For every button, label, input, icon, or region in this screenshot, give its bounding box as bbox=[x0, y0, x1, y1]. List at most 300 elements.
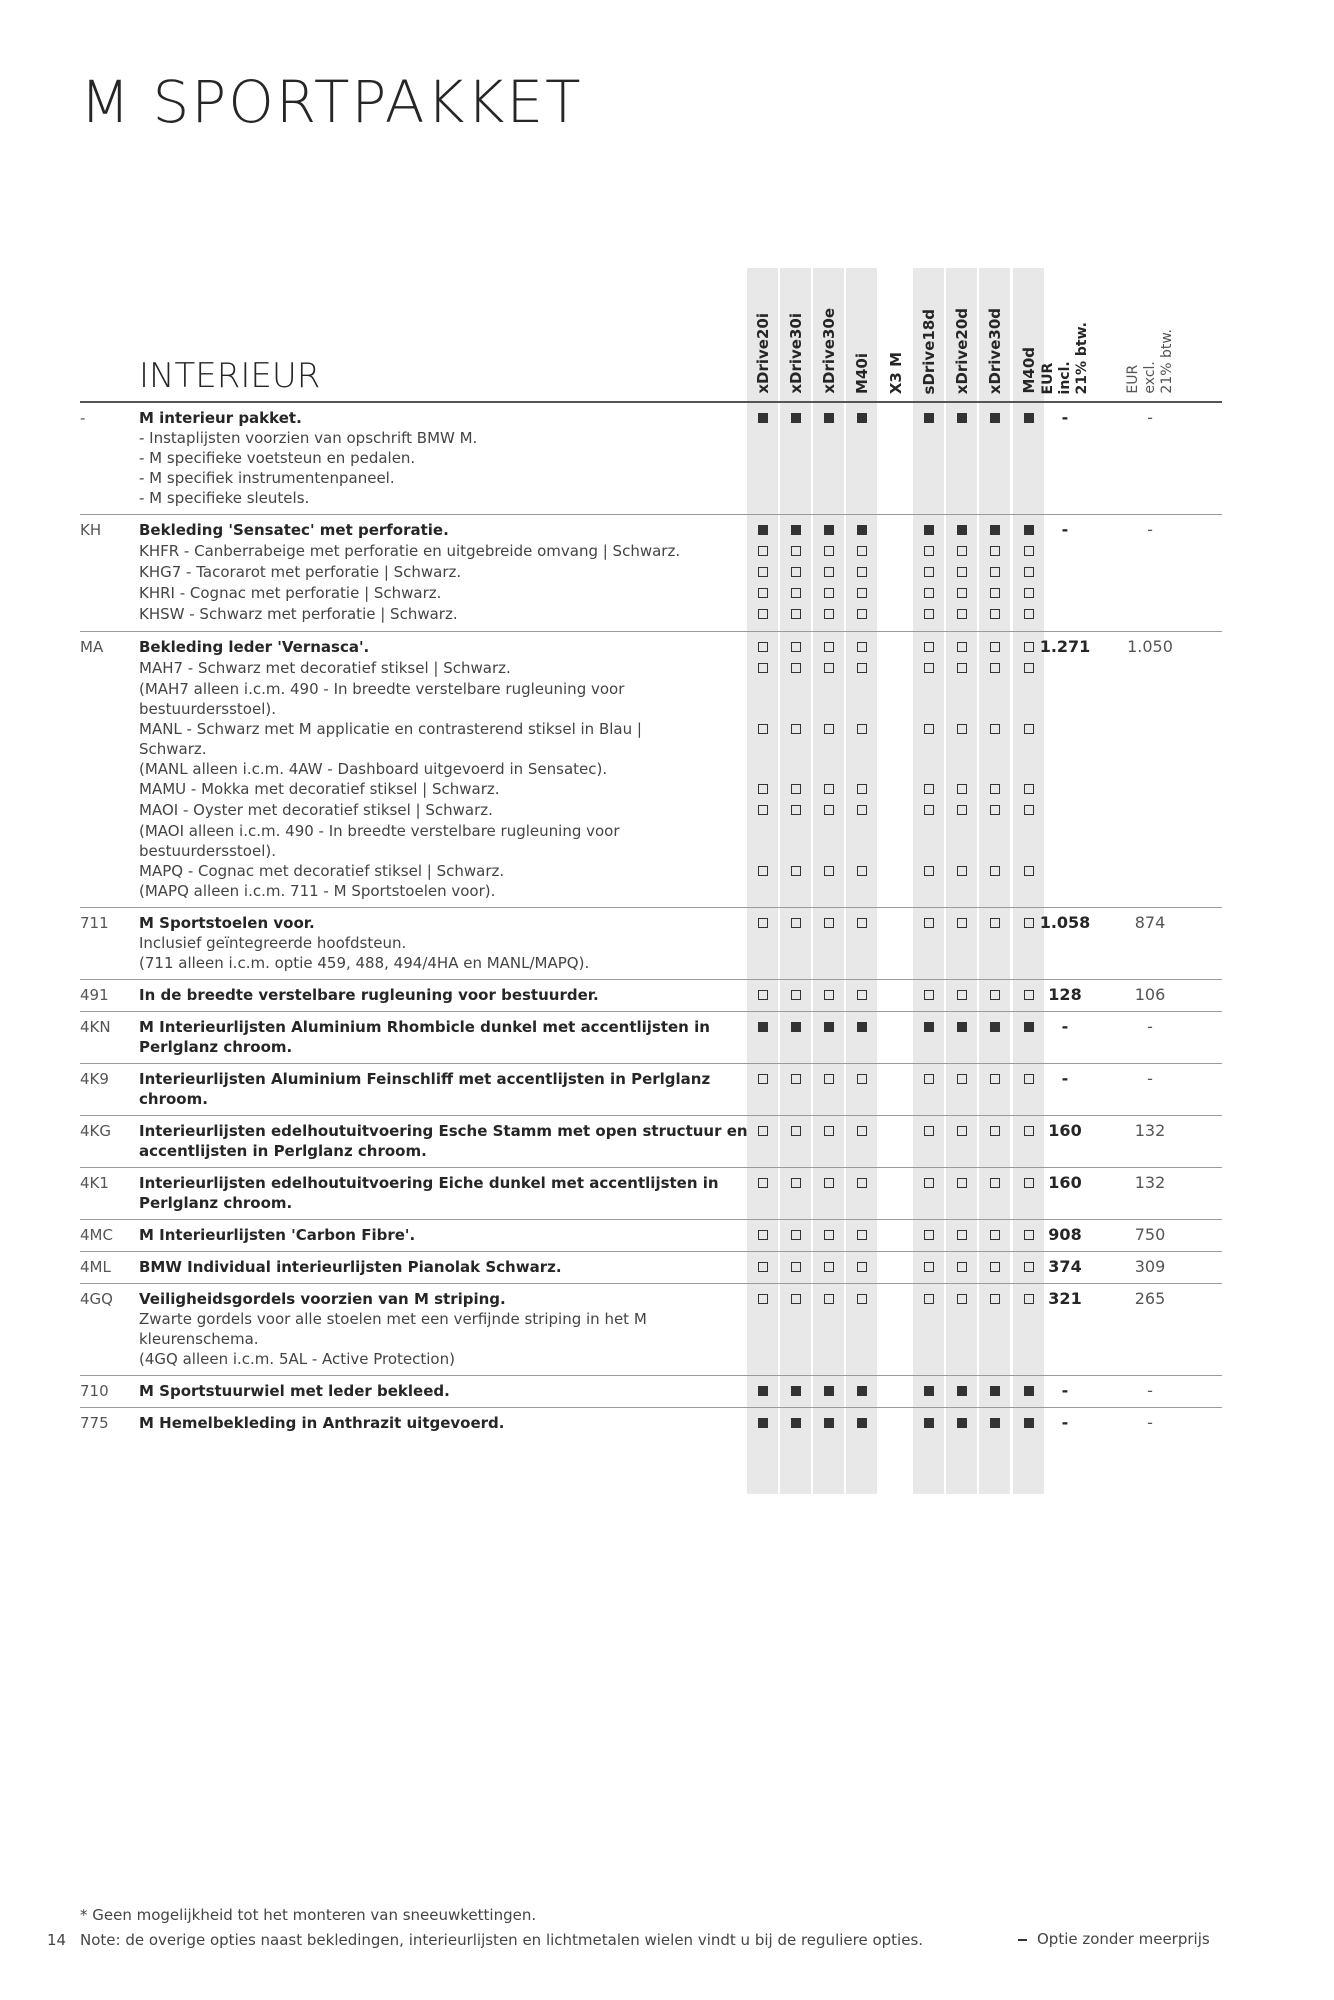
optional-square-icon bbox=[924, 866, 934, 876]
option-line bbox=[80, 1349, 1222, 1369]
column-header-label: xDrive30e bbox=[819, 308, 838, 394]
option-line bbox=[80, 637, 1222, 658]
option-code: 4MC bbox=[80, 1226, 113, 1244]
option-code: 4KG bbox=[80, 1122, 112, 1140]
column-header-x3-m bbox=[880, 268, 911, 394]
optional-square-icon bbox=[857, 588, 867, 598]
optional-square-icon bbox=[758, 642, 768, 652]
optional-square-icon bbox=[957, 1262, 967, 1272]
option-line bbox=[80, 1173, 1222, 1193]
option-row bbox=[80, 1220, 1222, 1252]
standard-square-icon bbox=[758, 413, 768, 423]
column-header-m40i bbox=[846, 268, 877, 394]
optional-square-icon bbox=[857, 663, 867, 673]
option-description: - M specifieke voetsteun en pedalen. bbox=[139, 449, 416, 467]
optional-square-icon bbox=[924, 805, 934, 815]
legend-label: Optie zonder meerprijs bbox=[1037, 1930, 1210, 1948]
optional-square-icon bbox=[1024, 546, 1034, 556]
optional-square-icon bbox=[824, 567, 834, 577]
option-title: Interieurlijsten edelhoutuitvoering Esche Stamm met open structuur en bbox=[139, 1122, 748, 1140]
option-row bbox=[80, 1376, 1222, 1408]
optional-square-icon bbox=[957, 1074, 967, 1084]
optional-square-icon bbox=[857, 546, 867, 556]
optional-square-icon bbox=[924, 918, 934, 928]
option-line bbox=[80, 699, 1222, 719]
optional-square-icon bbox=[990, 866, 1000, 876]
optional-square-icon bbox=[824, 1126, 834, 1136]
option-title: BMW Individual interieurlijsten Pianolak Schwarz. bbox=[139, 1258, 562, 1276]
optional-square-icon bbox=[924, 546, 934, 556]
options-table bbox=[80, 403, 1222, 1439]
optional-square-icon bbox=[857, 918, 867, 928]
price-excl-header bbox=[1115, 268, 1185, 394]
option-code: 491 bbox=[80, 986, 109, 1004]
standard-square-icon bbox=[824, 1418, 834, 1428]
option-row bbox=[80, 1012, 1222, 1064]
price-incl-vat: 321 bbox=[1048, 1289, 1082, 1308]
optional-square-icon bbox=[857, 1230, 867, 1240]
optional-square-icon bbox=[791, 724, 801, 734]
option-description: - M specifiek instrumentenpaneel. bbox=[139, 469, 395, 487]
optional-square-icon bbox=[924, 1178, 934, 1188]
price-incl-vat: - bbox=[1061, 1413, 1069, 1432]
option-title: Interieurlijsten Aluminium Feinschliff met accentlijsten in Perlglanz bbox=[139, 1070, 711, 1088]
option-description: KHFR - Canberrabeige met perforatie en uitgebreide omvang | Schwarz. bbox=[139, 542, 681, 560]
option-code: 775 bbox=[80, 1414, 109, 1432]
optional-square-icon bbox=[758, 567, 768, 577]
optional-square-icon bbox=[824, 642, 834, 652]
standard-square-icon bbox=[957, 1022, 967, 1032]
optional-square-icon bbox=[924, 1126, 934, 1136]
optional-square-icon bbox=[990, 724, 1000, 734]
option-line bbox=[80, 821, 1222, 841]
price-incl-vat: 160 bbox=[1048, 1173, 1082, 1192]
optional-square-icon bbox=[791, 784, 801, 794]
optional-square-icon bbox=[1024, 805, 1034, 815]
optional-square-icon bbox=[990, 990, 1000, 1000]
option-line bbox=[80, 448, 1222, 468]
column-header-label: xDrive30i bbox=[786, 313, 805, 394]
optional-square-icon bbox=[924, 567, 934, 577]
optional-square-icon bbox=[957, 546, 967, 556]
page-title: M SPORTPAKKET bbox=[80, 68, 583, 136]
optional-square-icon bbox=[957, 1126, 967, 1136]
optional-square-icon bbox=[824, 784, 834, 794]
optional-square-icon bbox=[1024, 663, 1034, 673]
option-line bbox=[80, 1309, 1222, 1329]
optional-square-icon bbox=[791, 567, 801, 577]
option-line bbox=[80, 1225, 1222, 1245]
price-incl-vat: 1.058 bbox=[1039, 913, 1091, 932]
optional-square-icon bbox=[990, 1178, 1000, 1188]
price-excl-vat: 309 bbox=[1134, 1257, 1166, 1276]
option-title: Bekleding leder 'Vernasca'. bbox=[139, 638, 370, 656]
optional-square-icon bbox=[957, 866, 967, 876]
optional-square-icon bbox=[957, 1294, 967, 1304]
option-description: MAOI - Oyster met decoratief stiksel | Schwarz. bbox=[139, 801, 493, 819]
option-description: (MANL alleen i.c.m. 4AW - Dashboard uitgevoerd in Sensatec). bbox=[139, 760, 608, 778]
column-header-xdrive30d bbox=[979, 268, 1010, 394]
price-excl-vat: 106 bbox=[1134, 985, 1166, 1004]
price-incl-vat: 1.271 bbox=[1039, 637, 1091, 656]
standard-square-icon bbox=[758, 1386, 768, 1396]
optional-square-icon bbox=[758, 724, 768, 734]
option-line bbox=[80, 562, 1222, 583]
option-title: M Hemelbekleding in Anthrazit uitgevoerd. bbox=[139, 1414, 505, 1432]
optional-square-icon bbox=[824, 990, 834, 1000]
standard-square-icon bbox=[924, 1418, 934, 1428]
option-code: KH bbox=[80, 521, 102, 539]
option-line bbox=[80, 428, 1222, 448]
optional-square-icon bbox=[1024, 588, 1034, 598]
option-title: Interieurlijsten edelhoutuitvoering Eiche dunkel met accentlijsten in bbox=[139, 1174, 719, 1192]
price-incl-vat: 128 bbox=[1048, 985, 1082, 1004]
optional-square-icon bbox=[791, 609, 801, 619]
option-code: MA bbox=[80, 638, 104, 656]
column-header-label: xDrive20i bbox=[753, 313, 772, 394]
option-line bbox=[80, 719, 1222, 739]
option-description: MAPQ - Cognac met decoratief stiksel | Schwarz. bbox=[139, 862, 505, 880]
option-line bbox=[80, 1089, 1222, 1109]
optional-square-icon bbox=[824, 724, 834, 734]
option-line bbox=[80, 800, 1222, 821]
optional-square-icon bbox=[990, 1262, 1000, 1272]
option-title: M Interieurlijsten Aluminium Rhombicle dunkel met accentlijsten in bbox=[139, 1018, 710, 1036]
price-incl-header-label: EUR incl. 21% btw. bbox=[1039, 321, 1090, 394]
column-header-label: X3 M bbox=[886, 351, 905, 394]
optional-square-icon bbox=[758, 805, 768, 815]
optional-square-icon bbox=[857, 1178, 867, 1188]
price-excl-vat: - bbox=[1147, 520, 1153, 539]
table-header bbox=[80, 268, 1222, 402]
option-description: (MAOI alleen i.c.m. 490 - In breedte verstelbare rugleuning voor bbox=[139, 822, 620, 840]
optional-square-icon bbox=[824, 588, 834, 598]
option-line bbox=[80, 1121, 1222, 1141]
price-incl-vat: 160 bbox=[1048, 1121, 1082, 1140]
optional-square-icon bbox=[824, 546, 834, 556]
standard-square-icon bbox=[824, 1386, 834, 1396]
option-line bbox=[80, 1193, 1222, 1213]
option-description: KHRI - Cognac met perforatie | Schwarz. bbox=[139, 584, 442, 602]
optional-square-icon bbox=[1024, 567, 1034, 577]
option-line bbox=[80, 739, 1222, 759]
optional-square-icon bbox=[924, 1074, 934, 1084]
option-row bbox=[80, 1116, 1222, 1168]
optional-square-icon bbox=[1024, 609, 1034, 619]
optional-square-icon bbox=[791, 663, 801, 673]
option-line bbox=[80, 1413, 1222, 1433]
option-line bbox=[80, 583, 1222, 604]
option-title: accentlijsten in Perlglanz chroom. bbox=[139, 1142, 427, 1160]
standard-square-icon bbox=[990, 1022, 1000, 1032]
optional-square-icon bbox=[924, 642, 934, 652]
option-code: - bbox=[80, 409, 86, 427]
optional-square-icon bbox=[791, 1294, 801, 1304]
price-excl-vat: - bbox=[1147, 1017, 1153, 1036]
optional-square-icon bbox=[990, 546, 1000, 556]
option-title: M Interieurlijsten 'Carbon Fibre'. bbox=[139, 1226, 416, 1244]
optional-square-icon bbox=[791, 546, 801, 556]
price-excl-vat: - bbox=[1147, 1381, 1153, 1400]
standard-square-icon bbox=[791, 1386, 801, 1396]
optional-square-icon bbox=[957, 990, 967, 1000]
standard-square-icon bbox=[857, 1022, 867, 1032]
price-excl-vat: 874 bbox=[1134, 913, 1166, 932]
option-line bbox=[80, 541, 1222, 562]
dash-icon bbox=[1018, 1939, 1027, 1941]
optional-square-icon bbox=[857, 805, 867, 815]
optional-square-icon bbox=[957, 642, 967, 652]
standard-square-icon bbox=[957, 1386, 967, 1396]
standard-square-icon bbox=[758, 525, 768, 535]
option-description: - Instaplijsten voorzien van opschrift BMW M. bbox=[139, 429, 478, 447]
optional-square-icon bbox=[758, 609, 768, 619]
optional-square-icon bbox=[857, 642, 867, 652]
optional-square-icon bbox=[791, 1178, 801, 1188]
optional-square-icon bbox=[758, 1294, 768, 1304]
option-line bbox=[80, 1141, 1222, 1161]
optional-square-icon bbox=[791, 1126, 801, 1136]
option-line bbox=[80, 520, 1222, 541]
optional-square-icon bbox=[758, 1126, 768, 1136]
option-line bbox=[80, 881, 1222, 901]
optional-square-icon bbox=[791, 990, 801, 1000]
optional-square-icon bbox=[824, 1262, 834, 1272]
optional-square-icon bbox=[957, 805, 967, 815]
standard-square-icon bbox=[924, 525, 934, 535]
option-row bbox=[80, 908, 1222, 980]
option-line bbox=[80, 779, 1222, 800]
column-header-xdrive20i bbox=[747, 268, 778, 394]
option-title: Perlglanz chroom. bbox=[139, 1194, 293, 1212]
standard-square-icon bbox=[957, 1418, 967, 1428]
optional-square-icon bbox=[857, 724, 867, 734]
standard-square-icon bbox=[990, 1418, 1000, 1428]
optional-square-icon bbox=[990, 609, 1000, 619]
option-line bbox=[80, 658, 1222, 679]
optional-square-icon bbox=[857, 1126, 867, 1136]
standard-square-icon bbox=[857, 1418, 867, 1428]
optional-square-icon bbox=[924, 1230, 934, 1240]
option-row bbox=[80, 403, 1222, 515]
option-title: Veiligheidsgordels voorzien van M striping. bbox=[139, 1290, 506, 1308]
option-line bbox=[80, 985, 1222, 1005]
optional-square-icon bbox=[857, 1294, 867, 1304]
price-incl-vat: 908 bbox=[1048, 1225, 1082, 1244]
optional-square-icon bbox=[791, 805, 801, 815]
optional-square-icon bbox=[957, 918, 967, 928]
optional-square-icon bbox=[990, 567, 1000, 577]
optional-square-icon bbox=[758, 546, 768, 556]
optional-square-icon bbox=[824, 918, 834, 928]
page-number: 14 bbox=[47, 1931, 67, 1949]
column-header-label: xDrive20d bbox=[952, 307, 971, 394]
standard-square-icon bbox=[758, 1022, 768, 1032]
standard-square-icon bbox=[990, 413, 1000, 423]
optional-square-icon bbox=[924, 724, 934, 734]
optional-square-icon bbox=[824, 1074, 834, 1084]
price-excl-vat: - bbox=[1147, 1069, 1153, 1088]
optional-square-icon bbox=[857, 1074, 867, 1084]
standard-square-icon bbox=[791, 413, 801, 423]
price-incl-vat: - bbox=[1061, 1069, 1069, 1088]
price-excl-vat: - bbox=[1147, 408, 1153, 427]
optional-square-icon bbox=[957, 567, 967, 577]
option-line bbox=[80, 604, 1222, 625]
standard-square-icon bbox=[758, 1418, 768, 1428]
optional-square-icon bbox=[990, 918, 1000, 928]
standard-square-icon bbox=[957, 525, 967, 535]
standard-square-icon bbox=[857, 525, 867, 535]
option-line bbox=[80, 953, 1222, 973]
optional-square-icon bbox=[990, 805, 1000, 815]
price-excl-vat: 265 bbox=[1134, 1289, 1166, 1308]
option-title: Perlglanz chroom. bbox=[139, 1038, 293, 1056]
option-code: 4K1 bbox=[80, 1174, 109, 1192]
price-excl-header-label: EUR excl. 21% btw. bbox=[1124, 329, 1175, 394]
standard-square-icon bbox=[857, 1386, 867, 1396]
optional-square-icon bbox=[791, 1230, 801, 1240]
standard-square-icon bbox=[791, 1418, 801, 1428]
optional-square-icon bbox=[924, 990, 934, 1000]
option-line bbox=[80, 1289, 1222, 1309]
option-line bbox=[80, 841, 1222, 861]
option-row bbox=[80, 515, 1222, 632]
optional-square-icon bbox=[758, 1262, 768, 1272]
optional-square-icon bbox=[924, 663, 934, 673]
option-row bbox=[80, 1408, 1222, 1439]
optional-square-icon bbox=[791, 866, 801, 876]
standard-square-icon bbox=[957, 413, 967, 423]
column-header-xdrive20d bbox=[946, 268, 977, 394]
column-header-label: M40i bbox=[852, 353, 871, 394]
optional-square-icon bbox=[824, 1294, 834, 1304]
standard-square-icon bbox=[791, 1022, 801, 1032]
option-line bbox=[80, 1329, 1222, 1349]
optional-square-icon bbox=[857, 866, 867, 876]
option-code: 711 bbox=[80, 914, 109, 932]
option-description: kleurenschema. bbox=[139, 1330, 259, 1348]
price-incl-vat: 374 bbox=[1048, 1257, 1082, 1276]
optional-square-icon bbox=[990, 1294, 1000, 1304]
optional-square-icon bbox=[758, 990, 768, 1000]
option-code: 4K9 bbox=[80, 1070, 109, 1088]
section-title: INTERIEUR bbox=[139, 356, 321, 396]
optional-square-icon bbox=[990, 784, 1000, 794]
option-row bbox=[80, 1284, 1222, 1376]
option-title: M Sportstoelen voor. bbox=[139, 914, 315, 932]
option-description: KHSW - Schwarz met perforatie | Schwarz. bbox=[139, 605, 458, 623]
optional-square-icon bbox=[990, 1126, 1000, 1136]
option-title: In de breedte verstelbare rugleuning voor bestuurder. bbox=[139, 986, 599, 1004]
standard-square-icon bbox=[824, 1022, 834, 1032]
option-description: Schwarz. bbox=[139, 740, 207, 758]
optional-square-icon bbox=[957, 784, 967, 794]
option-code: 4KN bbox=[80, 1018, 111, 1036]
option-row bbox=[80, 1252, 1222, 1284]
optional-square-icon bbox=[957, 588, 967, 598]
option-description: (4GQ alleen i.c.m. 5AL - Active Protection) bbox=[139, 1350, 455, 1368]
price-incl-vat: - bbox=[1061, 520, 1069, 539]
optional-square-icon bbox=[924, 784, 934, 794]
optional-square-icon bbox=[758, 784, 768, 794]
standard-square-icon bbox=[924, 1386, 934, 1396]
optional-square-icon bbox=[957, 724, 967, 734]
optional-square-icon bbox=[791, 642, 801, 652]
optional-square-icon bbox=[857, 784, 867, 794]
option-row bbox=[80, 1168, 1222, 1220]
optional-square-icon bbox=[758, 918, 768, 928]
option-line bbox=[80, 1257, 1222, 1277]
optional-square-icon bbox=[857, 609, 867, 619]
optional-square-icon bbox=[1024, 724, 1034, 734]
optional-square-icon bbox=[990, 1230, 1000, 1240]
option-line bbox=[80, 488, 1222, 508]
optional-square-icon bbox=[990, 588, 1000, 598]
price-incl-vat: - bbox=[1061, 1381, 1069, 1400]
option-description: MAH7 - Schwarz met decoratief stiksel | Schwarz. bbox=[139, 659, 511, 677]
optional-square-icon bbox=[990, 663, 1000, 673]
column-header-label: M40d bbox=[1019, 347, 1038, 394]
column-header-label: sDrive18d bbox=[919, 308, 938, 394]
option-line bbox=[80, 468, 1222, 488]
standard-square-icon bbox=[791, 525, 801, 535]
optional-square-icon bbox=[857, 567, 867, 577]
standard-square-icon bbox=[924, 413, 934, 423]
optional-square-icon bbox=[924, 588, 934, 598]
option-title: chroom. bbox=[139, 1090, 208, 1108]
option-row bbox=[80, 980, 1222, 1012]
footnote-snow-chains: * Geen mogelijkheid tot het monteren van sneeuwkettingen. bbox=[80, 1906, 537, 1924]
option-description: bestuurdersstoel). bbox=[139, 700, 276, 718]
optional-square-icon bbox=[824, 866, 834, 876]
footnote-other-options: Note: de overige opties naast bekledingen, interieurlijsten en lichtmetalen wielen vindt u bij de reguliere opties. bbox=[80, 1931, 924, 1949]
optional-square-icon bbox=[824, 609, 834, 619]
optional-square-icon bbox=[758, 1230, 768, 1240]
price-incl-vat: - bbox=[1061, 1017, 1069, 1036]
optional-square-icon bbox=[824, 1178, 834, 1188]
option-description: - M specifieke sleutels. bbox=[139, 489, 310, 507]
standard-square-icon bbox=[824, 413, 834, 423]
optional-square-icon bbox=[791, 588, 801, 598]
optional-square-icon bbox=[758, 588, 768, 598]
optional-square-icon bbox=[758, 866, 768, 876]
standard-square-icon bbox=[924, 1022, 934, 1032]
optional-square-icon bbox=[1024, 866, 1034, 876]
optional-square-icon bbox=[924, 1262, 934, 1272]
option-line bbox=[80, 1381, 1222, 1401]
option-description: Inclusief geïntegreerde hoofdsteun. bbox=[139, 934, 407, 952]
option-description: Zwarte gordels voor alle stoelen met een verfijnde striping in het M bbox=[139, 1310, 647, 1328]
price-excl-vat: 132 bbox=[1134, 1121, 1166, 1140]
standard-square-icon bbox=[857, 413, 867, 423]
optional-square-icon bbox=[758, 1074, 768, 1084]
optional-square-icon bbox=[857, 990, 867, 1000]
option-row bbox=[80, 1064, 1222, 1116]
option-line bbox=[80, 933, 1222, 953]
column-header-m40d bbox=[1013, 268, 1044, 394]
optional-square-icon bbox=[990, 642, 1000, 652]
option-code: 4ML bbox=[80, 1258, 111, 1276]
option-row bbox=[80, 632, 1222, 908]
price-excl-vat: 132 bbox=[1134, 1173, 1166, 1192]
option-description: (711 alleen i.c.m. optie 459, 488, 494/4HA en MANL/MAPQ). bbox=[139, 954, 590, 972]
option-code: 4GQ bbox=[80, 1290, 113, 1308]
option-line bbox=[80, 861, 1222, 881]
option-line bbox=[80, 1037, 1222, 1057]
price-excl-vat: - bbox=[1147, 1413, 1153, 1432]
option-line bbox=[80, 1017, 1222, 1037]
